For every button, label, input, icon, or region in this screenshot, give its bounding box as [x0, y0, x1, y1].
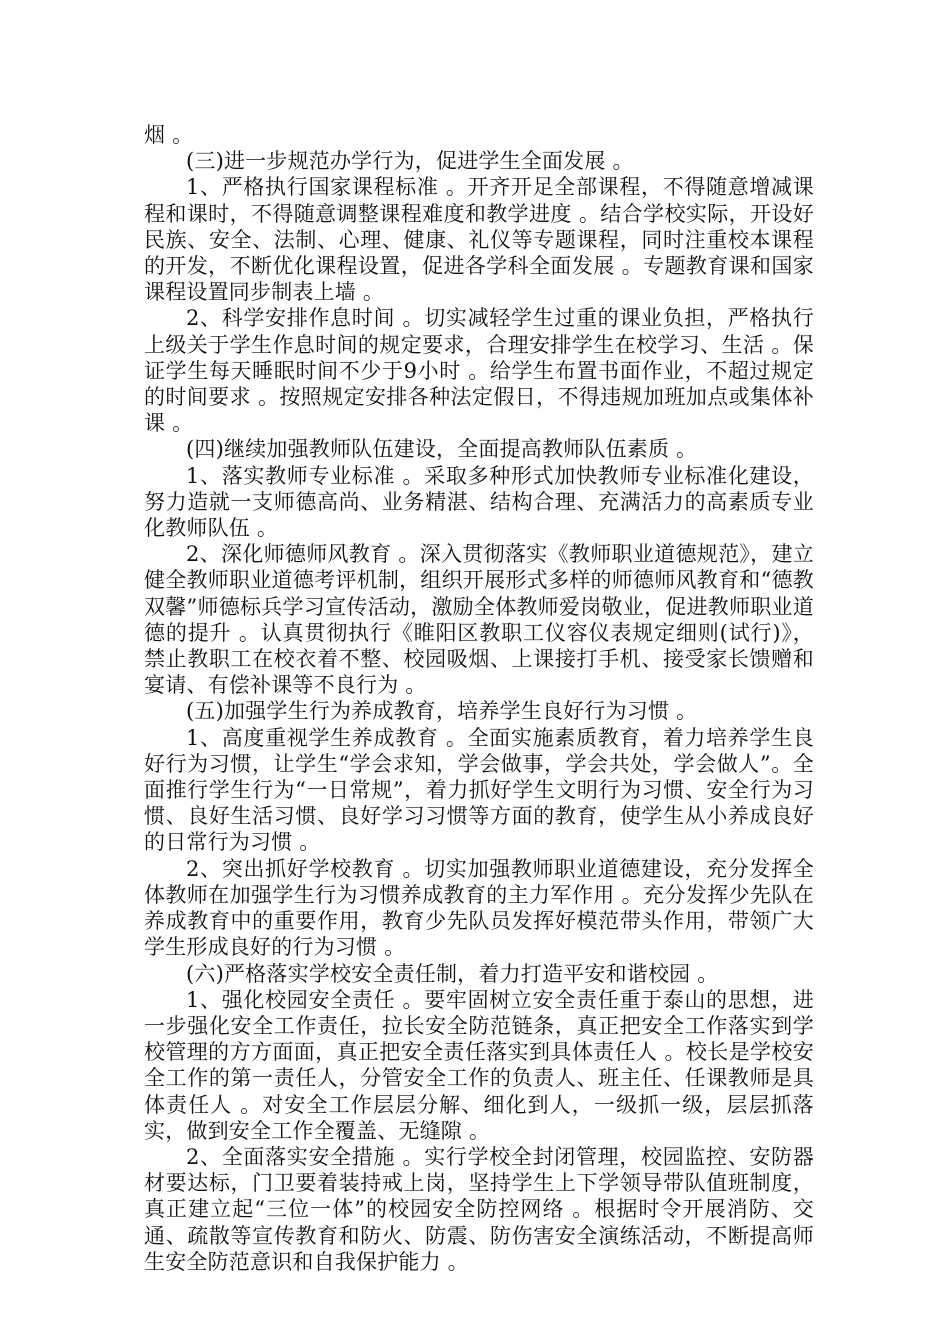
- paragraph: 2、科学安排作息时间 。切实减轻学生过重的课业负担，严格执行上级关于学生作息时间的规定要求，合理安排学生在校学习、生活 。保证学生每天睡眠时间不少于9小时 。给学生布置书面作业，不超过规定的时间要求 。按照规定安排各种法定假日，不得违规加班加点或集体补课 。: [144, 306, 814, 436]
- section-heading-3: (三)进一步规范办学行为，促进学生全面发展 。: [186, 149, 634, 174]
- section-heading-4: (四)继续加强教师队伍建设，全面提高教师队伍素质 。: [186, 437, 698, 462]
- paragraph: 1、落实教师专业标准 。采取多种形式加快教师专业标准化建设，努力造就一支师德高尚、业务精湛、结构合理、充满活力的高素质专业化教师队伍 。: [144, 463, 814, 541]
- paragraph: 2、全面落实安全措施 。实行学校全封闭管理，校园监控、安防器材要达标，门卫要着装持戒上岗，坚持学生上下学领导带队值班制度，真正建立起“三位一体”的校园安全防控网络 。根据时令开展消防、交通、疏散等宣传教育和防火、防震、防伤害安全演练活动，不断提高师生安全防范意识和自我保护能力 。: [144, 1144, 814, 1274]
- paragraph-continuation: 烟 。: [144, 123, 194, 147]
- section-heading-6: (六)严格落实学校安全责任制，着力打造平安和谐校园 。: [186, 961, 719, 986]
- document-body: [144, 122, 814, 1275]
- paragraph: 1、强化校园安全责任 。要牢固树立安全责任重于泰山的思想，进一步强化安全工作责任，拉长安全防范链条，真正把安全工作落实到学校管理的方方面面，真正把安全责任落实到具体责任人 。校长是学校安全工作的第一责任人，分管安全工作的负责人、班主任、任课教师是具体责任人 。对安全工作层层分解、细化到人，一级抓一级，层层抓落实，做到安全工作全覆盖、无缝隙 。: [144, 987, 814, 1143]
- paragraph: 1、严格执行国家课程标准 。开齐开足全部课程，不得随意增减课程和课时，不得随意调整课程难度和教学进度 。结合学校实际，开设好民族、安全、法制、心理、健康、礼仪等专题课程，同时注重校本课程的开发，不断优化课程设置，促进各学科全面发展 。专题教育课和国家课程设置同步制表上墙 。: [144, 175, 814, 305]
- section-heading-5: (五)加强学生行为养成教育，培养学生良好行为习惯 。: [186, 699, 698, 724]
- paragraph: 2、突出抓好学校教育 。切实加强教师职业道德建设，充分发挥全体教师在加强学生行为习惯养成教育的主力军作用 。充分发挥少先队在养成教育中的重要作用，教育少先队员发挥好模范带头作用，带领广大学生形成良好的行为习惯 。: [144, 856, 814, 960]
- paragraph: 2、深化师德师风教育 。深入贯彻落实《教师职业道德规范》，建立健全教师职业道德考评机制，组织开展形式多样的师德师风教育和“德教双馨”师德标兵学习宣传活动，激励全体教师爱岗敬业，促进教师职业道德的提升 。认真贯彻执行《睢阳区教职工仪容仪表规定细则(试行)》，禁止教职工在校衣着不整、校园吸烟、上课接打手机、接受家长馈赠和宴请、有偿补课等不良行为 。: [144, 542, 814, 698]
- paragraph: 1、高度重视学生养成教育 。全面实施素质教育，着力培养学生良好行为习惯，让学生“学会求知，学会做事，学会共处，学会做人”。全面推行学生行为“一日常规”，着力抓好学生文明行为习惯、安全行为习惯、良好生活习惯、良好学习习惯等方面的教育，使学生从小养成良好的日常行为习惯 。: [144, 725, 814, 855]
